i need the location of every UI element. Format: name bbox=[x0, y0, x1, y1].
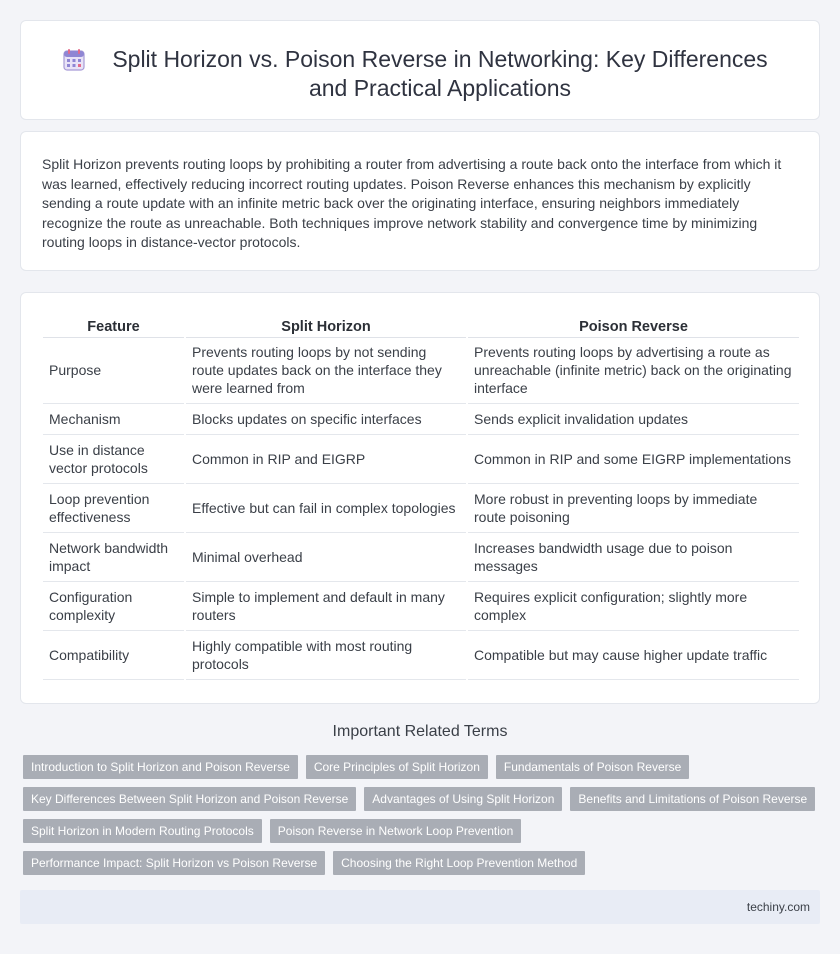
poison-reverse-cell: Increases bandwidth usage due to poison messages bbox=[467, 532, 799, 581]
header-feature: Feature bbox=[43, 313, 185, 337]
poison-reverse-cell: More robust in preventing loops by immediate route poisoning bbox=[467, 483, 799, 532]
tag-row bbox=[23, 819, 823, 843]
feature-cell: Use in distance vector protocols bbox=[43, 434, 185, 483]
table-row bbox=[43, 403, 799, 434]
related-term-tag[interactable]: Poison Reverse in Network Loop Prevention bbox=[270, 819, 521, 843]
related-term-tag[interactable]: Key Differences Between Split Horizon and Poison Reverse bbox=[23, 787, 356, 811]
comparison-table-card bbox=[20, 292, 820, 704]
feature-cell: Compatibility bbox=[43, 630, 185, 679]
poison-reverse-cell: Requires explicit configuration; slightly more complex bbox=[467, 581, 799, 630]
feature-cell: Purpose bbox=[43, 337, 185, 403]
split-horizon-cell: Effective but can fail in complex topologies bbox=[185, 483, 467, 532]
table-row bbox=[43, 630, 799, 679]
related-term-tag[interactable]: Fundamentals of Poison Reverse bbox=[496, 755, 689, 779]
tag-row bbox=[23, 787, 823, 811]
page-title: Split Horizon vs. Poison Reverse in Networking: Key Differences and Practical Applications bbox=[112, 46, 768, 101]
table-row bbox=[43, 434, 799, 483]
poison-reverse-cell: Common in RIP and some EIGRP implementations bbox=[467, 434, 799, 483]
related-term-tag[interactable]: Introduction to Split Horizon and Poison Reverse bbox=[23, 755, 298, 779]
tag-row bbox=[23, 755, 823, 779]
title-card bbox=[20, 20, 820, 120]
header-poison-reverse: Poison Reverse bbox=[467, 313, 799, 337]
split-horizon-cell: Common in RIP and EIGRP bbox=[185, 434, 467, 483]
related-terms-heading: Important Related Terms bbox=[332, 723, 508, 740]
split-horizon-cell: Blocks updates on specific interfaces bbox=[185, 403, 467, 434]
poison-reverse-cell: Sends explicit invalidation updates bbox=[467, 403, 799, 434]
table-row bbox=[43, 581, 799, 630]
summary-card bbox=[20, 131, 820, 271]
split-horizon-cell: Minimal overhead bbox=[185, 532, 467, 581]
split-horizon-cell: Simple to implement and default in many routers bbox=[185, 581, 467, 630]
table-row bbox=[43, 483, 799, 532]
poison-reverse-cell: Compatible but may cause higher update traffic bbox=[467, 630, 799, 679]
table-row bbox=[43, 337, 799, 403]
related-term-tag[interactable]: Core Principles of Split Horizon bbox=[306, 755, 488, 779]
tag-row bbox=[23, 851, 823, 875]
related-term-tag[interactable]: Choosing the Right Loop Prevention Method bbox=[333, 851, 585, 875]
related-term-tag[interactable]: Performance Impact: Split Horizon vs Poison Reverse bbox=[23, 851, 325, 875]
split-horizon-cell: Highly compatible with most routing protocols bbox=[185, 630, 467, 679]
footer-site-link[interactable]: techiny.com bbox=[746, 900, 810, 914]
footer bbox=[20, 890, 820, 924]
related-terms-list bbox=[23, 755, 823, 883]
related-term-tag[interactable]: Advantages of Using Split Horizon bbox=[364, 787, 562, 811]
header-split-horizon: Split Horizon bbox=[185, 313, 467, 337]
feature-cell: Mechanism bbox=[43, 403, 185, 434]
table-row bbox=[43, 532, 799, 581]
summary-paragraph: Split Horizon prevents routing loops by prohibiting a router from advertising a route back onto the interface from which it was learned, effectively reducing incorrect routing updates. Poison Reverse enhances this mechanism by explicitly sending a route update with an infinite metric back over the originating interface, ensuring neighbors immediately recognize the route as unreachable. Both techniques improve network stability and convergence time by minimizing routing loops in distance-vector protocols. bbox=[42, 156, 782, 251]
poison-reverse-cell: Prevents routing loops by advertising a route as unreachable (infinite metric) back on the originating interface bbox=[467, 337, 799, 403]
feature-cell: Loop prevention effectiveness bbox=[43, 483, 185, 532]
table-header-row bbox=[43, 313, 799, 337]
feature-cell: Configuration complexity bbox=[43, 581, 185, 630]
related-term-tag[interactable]: Split Horizon in Modern Routing Protocols bbox=[23, 819, 262, 843]
feature-cell: Network bandwidth impact bbox=[43, 532, 185, 581]
comparison-table bbox=[43, 313, 799, 680]
related-term-tag[interactable]: Benefits and Limitations of Poison Reverse bbox=[570, 787, 815, 811]
split-horizon-cell: Prevents routing loops by not sending route updates back on the interface they were learned from bbox=[185, 337, 467, 403]
